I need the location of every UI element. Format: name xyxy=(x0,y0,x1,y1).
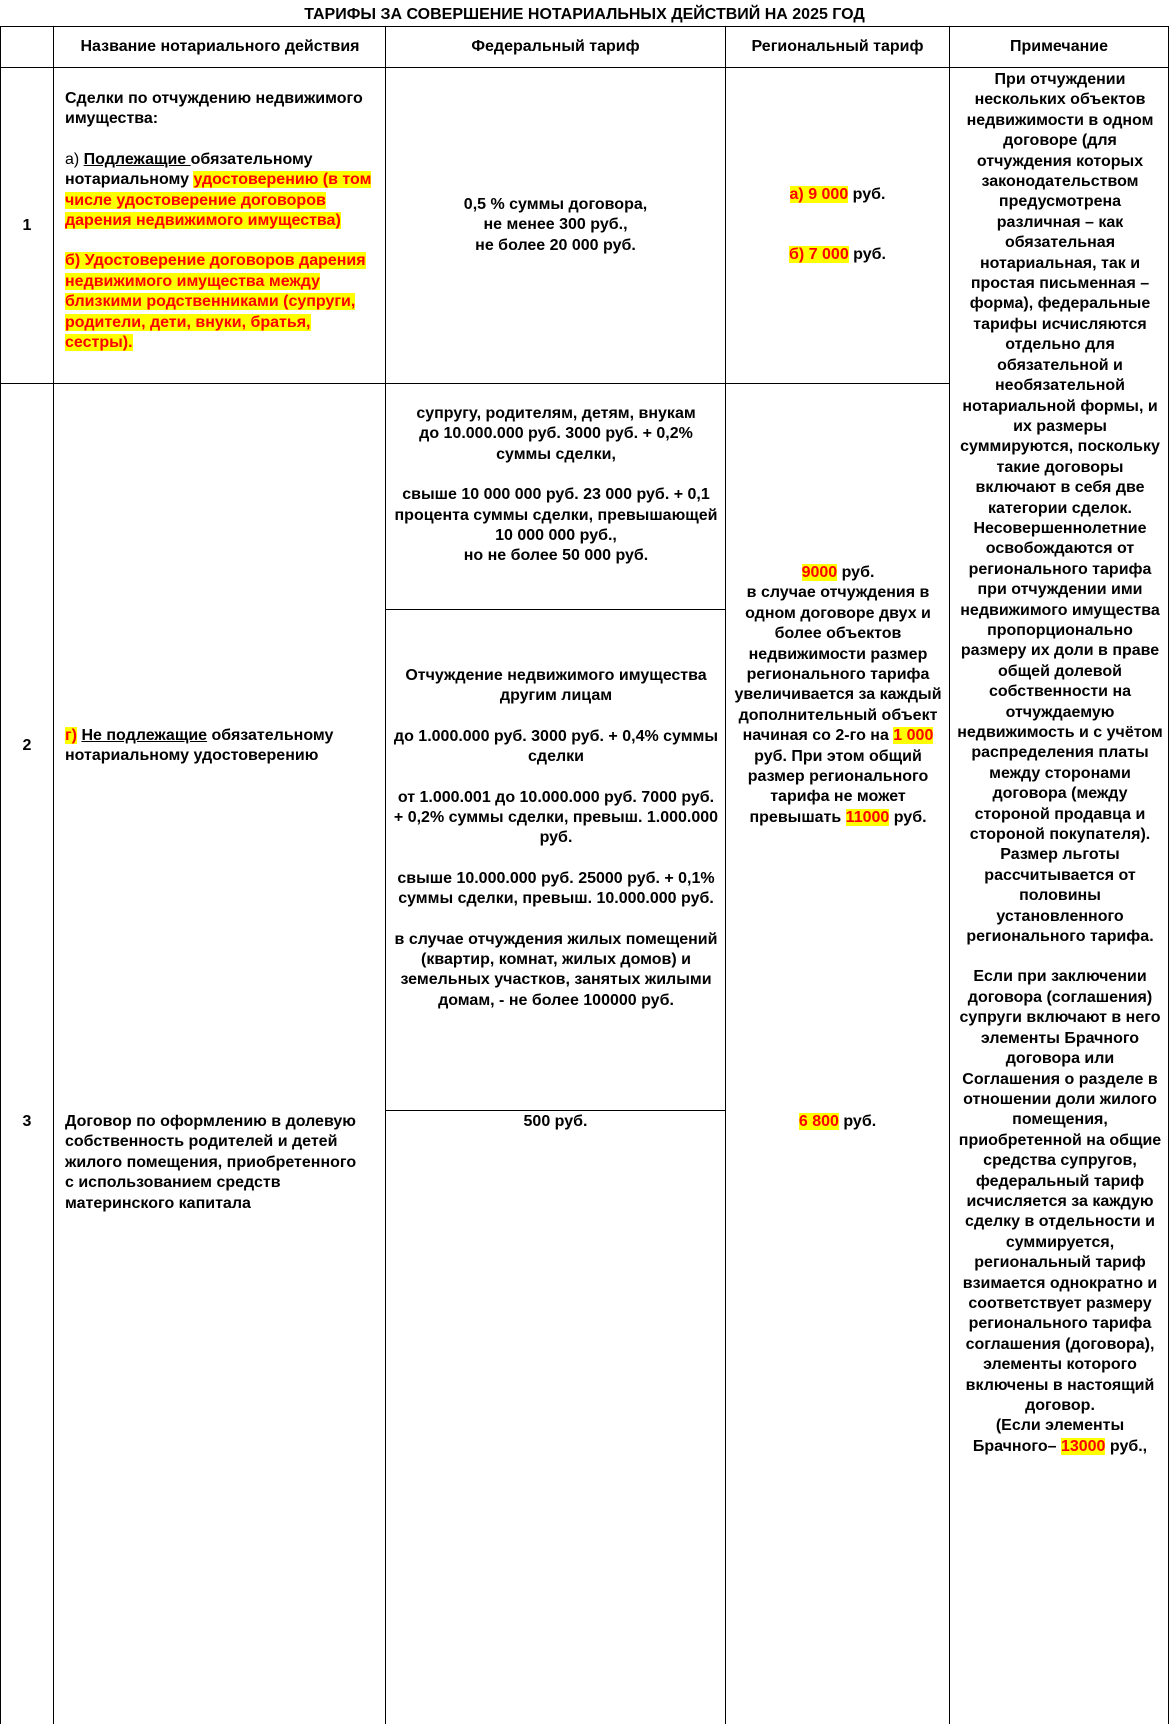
row2-name: г) Не подлежащие обязательному нотариальному удостоверению xyxy=(65,727,334,765)
header-federal: Федеральный тариф xyxy=(471,37,640,55)
note-paragraph-3: Если при заключении договора (соглашения) супруги включают в него элементы Брачного договора или Соглашения о разделе в отношении доли жилого помещения, приобретенной на общие средства супругов, федеральный тариф исчисляется за каждую сделку в отдельности и суммируется, региональный тариф взимается однократно и соответствует размеру регионального тарифа соглашения (договора), элементы которого включены в настоящий договор. xyxy=(958,968,1162,1414)
header-regional: Региональный тариф xyxy=(751,37,924,55)
row2-regional: 9000 руб. в случае отчуждения в одном договоре двух и более объектов недвижимости размер регионального тарифа увеличивается за каждый дополнительный объект начиная со 2-го на 1 000 руб. При этом общий размер регионального тарифа не может превышать 11000 руб. xyxy=(734,564,942,826)
row1-number: 1 xyxy=(22,217,32,234)
row3-number: 3 xyxy=(22,1113,32,1130)
row3-name: Договор по оформлению в долевую собственность родителей и детей жилого помещения, приобретенного с использованием средств материнского капитала xyxy=(65,1113,357,1212)
row1-regional-b: б) 7 000 руб. xyxy=(789,246,886,264)
note-paragraph-2: Несовершеннолетние освобождаются от регионального тарифа при отчуждении ими недвижимого имущества пропорционально размеру их доли в праве общей долевой собственности на отчуждаемую недвижимость и с учётом распределения платы между сторонами договора (между стороной продавца и стороной покупателя). Размер льготы рассчитывается от половины установленного регионального тарифа. xyxy=(957,519,1163,946)
border-left xyxy=(0,26,1,1724)
col-divider-federal xyxy=(725,26,726,1724)
row1-federal: 0,5 % суммы договора, не менее 300 руб., не более 20 000 руб. xyxy=(463,196,648,254)
row1-regional xyxy=(726,185,949,266)
col-divider-name xyxy=(385,26,386,1724)
note-paragraph-4: (Если элементы Брачного– 13000 руб., xyxy=(972,1417,1148,1455)
note-column xyxy=(957,70,1163,1724)
row1-item-b: б) Удостоверение договоров дарения недвижимого имущества между близкими родственниками (супруги, родители, дети, внуки, братья, сестры). xyxy=(65,252,366,352)
federal-split-divider xyxy=(385,609,725,610)
note-paragraph-1: При отчуждении нескольких объектов недвижимости в одном договоре (для отчуждения которых законодательством предусмотрена различная – как обязательная нотариальная, так и простая письменная – форма), федеральные тарифы исчисляются отдельно для обязательной и необязательной нотариальной формы, и их размеры суммируются, поскольку такие договоры включают в себя две категории сделок. xyxy=(960,71,1160,517)
row1-item-a: а) Подлежащие обязательному нотариальному удостоверению (в том числе удостоверение договоров дарения недвижимого имущества) xyxy=(65,150,372,230)
row1-divider xyxy=(0,383,949,384)
col-divider-num xyxy=(53,26,54,1724)
row2-federal-relatives: супругу, родителям, детям, внукам до 10.000.000 руб. 3000 руб. + 0,2% суммы сделки, свыше 10 000 000 руб. 23 000 руб. + 0,1 процента суммы сделки, превышающей 10 000 000 руб., но не более 50 000 руб. xyxy=(394,405,718,565)
row1-name xyxy=(65,89,380,353)
header-note: Примечание xyxy=(1009,37,1109,55)
row2-number: 2 xyxy=(22,737,32,754)
header-divider xyxy=(0,67,1169,68)
row3-federal: 500 руб. xyxy=(523,1113,588,1130)
col-divider-regional xyxy=(949,26,950,1724)
row2-divider xyxy=(385,1110,725,1111)
row1-regional-a: а) 9 000 руб. xyxy=(789,186,886,203)
page-title: ТАРИФЫ ЗА СОВЕРШЕНИЕ НОТАРИАЛЬНЫХ ДЕЙСТВИЙ НА 2025 ГОД xyxy=(304,6,865,23)
row2-federal-others: Отчуждение недвижимого имущества другим лицам до 1.000.000 руб. 3000 руб. + 0,4% суммы сделки от 1.000.001 до 10.000.000 руб. 7000 руб. + 0,2% суммы сделки, превыш. 1.000.000 руб. свыше 10.000.000 руб. 25000 руб. + 0,1% суммы сделки, превыш. 10.000.000 руб. в случае отчуждения жилых помещений (квартир, комнат, жилых домов) и земельных участков, занятых жилыми домам, - не более 100000 руб. xyxy=(393,667,719,1009)
row1-title: Сделки по отчуждению недвижимого имущества: xyxy=(65,90,363,128)
header-name: Название нотариального действия xyxy=(80,38,360,55)
row3-regional: 6 800 руб. xyxy=(798,1113,877,1130)
